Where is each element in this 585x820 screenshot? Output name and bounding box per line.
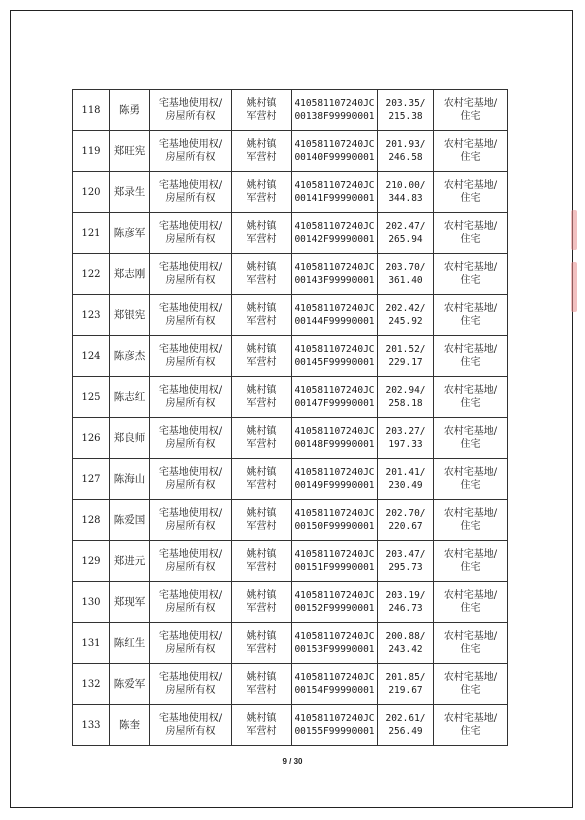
right-type-cell <box>150 418 232 459</box>
unit-code-cell-line: 410581107240JC <box>294 549 375 560</box>
land-use-cell <box>434 705 508 746</box>
unit-code-cell-line: 00138F99990001 <box>294 111 375 122</box>
land-use-cell <box>434 336 508 377</box>
unit-code-cell-line: 00141F99990001 <box>294 193 375 204</box>
right-type-cell <box>150 90 232 131</box>
right-type-cell-line: 房屋所有权 <box>165 521 216 532</box>
area-cell <box>378 90 434 131</box>
area-cell-line: 215.38 <box>388 111 423 122</box>
registration-table <box>72 89 508 746</box>
location-cell <box>232 295 292 336</box>
unit-code-cell-line: 410581107240JC <box>294 221 375 232</box>
unit-code-cell-line: 00149F99990001 <box>294 480 375 491</box>
land-use-cell-line: 住宅 <box>460 521 481 532</box>
location-cell <box>232 623 292 664</box>
location-cell-line: 姚村镇 <box>246 98 277 109</box>
row-number-cell: 126 <box>73 418 110 459</box>
right-type-cell-line: 宅基地使用权/ <box>158 631 223 642</box>
unit-code-cell-line: 410581107240JC <box>294 590 375 601</box>
location-cell-line: 姚村镇 <box>246 262 277 273</box>
table-row <box>73 336 508 377</box>
right-type-cell-line: 宅基地使用权/ <box>158 508 223 519</box>
area-cell-line: 243.42 <box>388 644 423 655</box>
location-cell <box>232 705 292 746</box>
location-cell-line: 军营村 <box>246 603 277 614</box>
land-use-cell-line: 住宅 <box>460 603 481 614</box>
owner-name-cell: 陈勇 <box>110 90 150 131</box>
location-cell-line: 军营村 <box>246 234 277 245</box>
location-cell-line: 姚村镇 <box>246 713 277 724</box>
row-number-cell: 124 <box>73 336 110 377</box>
row-number-cell: 118 <box>73 90 110 131</box>
area-cell <box>378 377 434 418</box>
right-type-cell-line: 房屋所有权 <box>165 357 216 368</box>
table-row <box>73 705 508 746</box>
owner-name-cell: 郑现军 <box>110 582 150 623</box>
unit-code-cell-line: 00153F99990001 <box>294 644 375 655</box>
location-cell-line: 军营村 <box>246 726 277 737</box>
owner-name-cell: 陈海山 <box>110 459 150 500</box>
unit-code-cell <box>292 705 378 746</box>
unit-code-cell <box>292 541 378 582</box>
unit-code-cell-line: 00152F99990001 <box>294 603 375 614</box>
unit-code-cell <box>292 90 378 131</box>
unit-code-cell-line: 410581107240JC <box>294 98 375 109</box>
location-cell-line: 姚村镇 <box>246 385 277 396</box>
location-cell <box>232 541 292 582</box>
area-cell <box>378 623 434 664</box>
land-use-cell-line: 住宅 <box>460 357 481 368</box>
location-cell <box>232 500 292 541</box>
location-cell <box>232 90 292 131</box>
unit-code-cell-line: 00148F99990001 <box>294 439 375 450</box>
right-type-cell-line: 房屋所有权 <box>165 111 216 122</box>
location-cell-line: 军营村 <box>246 193 277 204</box>
row-number-cell: 132 <box>73 664 110 705</box>
land-use-cell-line: 农村宅基地/ <box>443 262 498 273</box>
land-use-cell-line: 住宅 <box>460 275 481 286</box>
location-cell-line: 姚村镇 <box>246 549 277 560</box>
land-use-cell <box>434 254 508 295</box>
red-seal-edge-mark <box>571 262 577 312</box>
row-number-cell: 120 <box>73 172 110 213</box>
area-cell-line: 230.49 <box>388 480 423 491</box>
area-cell-line: 200.88/ <box>385 631 426 642</box>
area-cell-line: 344.83 <box>388 193 423 204</box>
land-use-cell-line: 农村宅基地/ <box>443 713 498 724</box>
area-cell <box>378 541 434 582</box>
area-cell <box>378 418 434 459</box>
unit-code-cell <box>292 582 378 623</box>
area-cell <box>378 459 434 500</box>
land-use-cell-line: 农村宅基地/ <box>443 672 498 683</box>
land-use-cell-line: 住宅 <box>460 316 481 327</box>
area-cell-line: 246.58 <box>388 152 423 163</box>
unit-code-cell <box>292 459 378 500</box>
unit-code-cell <box>292 500 378 541</box>
right-type-cell-line: 宅基地使用权/ <box>158 303 223 314</box>
area-cell <box>378 582 434 623</box>
location-cell <box>232 377 292 418</box>
location-cell-line: 军营村 <box>246 152 277 163</box>
row-number-cell: 121 <box>73 213 110 254</box>
unit-code-cell <box>292 377 378 418</box>
table-row <box>73 90 508 131</box>
area-cell-line: 201.41/ <box>385 467 426 478</box>
area-cell-line: 229.17 <box>388 357 423 368</box>
owner-name-cell: 陈志红 <box>110 377 150 418</box>
unit-code-cell-line: 410581107240JC <box>294 385 375 396</box>
area-cell-line: 197.33 <box>388 439 423 450</box>
area-cell <box>378 172 434 213</box>
right-type-cell-line: 房屋所有权 <box>165 480 216 491</box>
unit-code-cell-line: 00144F99990001 <box>294 316 375 327</box>
location-cell-line: 姚村镇 <box>246 303 277 314</box>
area-cell-line: 361.40 <box>388 275 423 286</box>
right-type-cell <box>150 541 232 582</box>
row-number-cell: 131 <box>73 623 110 664</box>
unit-code-cell <box>292 623 378 664</box>
unit-code-cell-line: 410581107240JC <box>294 180 375 191</box>
red-seal-edge-mark <box>571 210 577 250</box>
row-number-cell: 127 <box>73 459 110 500</box>
unit-code-cell <box>292 418 378 459</box>
unit-code-cell <box>292 254 378 295</box>
right-type-cell-line: 房屋所有权 <box>165 603 216 614</box>
area-cell <box>378 664 434 705</box>
land-use-cell <box>434 459 508 500</box>
area-cell-line: 201.52/ <box>385 344 426 355</box>
land-use-cell-line: 农村宅基地/ <box>443 385 498 396</box>
location-cell <box>232 664 292 705</box>
unit-code-cell <box>292 131 378 172</box>
land-use-cell-line: 住宅 <box>460 726 481 737</box>
land-use-cell-line: 农村宅基地/ <box>443 631 498 642</box>
unit-code-cell-line: 410581107240JC <box>294 303 375 314</box>
row-number-cell: 130 <box>73 582 110 623</box>
right-type-cell-line: 宅基地使用权/ <box>158 549 223 560</box>
location-cell <box>232 254 292 295</box>
owner-name-cell: 郑银宪 <box>110 295 150 336</box>
right-type-cell <box>150 213 232 254</box>
table-row <box>73 254 508 295</box>
right-type-cell <box>150 582 232 623</box>
owner-name-cell: 陈红生 <box>110 623 150 664</box>
land-use-cell-line: 住宅 <box>460 480 481 491</box>
location-cell-line: 军营村 <box>246 275 277 286</box>
land-use-cell-line: 农村宅基地/ <box>443 221 498 232</box>
area-cell <box>378 295 434 336</box>
location-cell-line: 军营村 <box>246 439 277 450</box>
land-use-cell-line: 住宅 <box>460 439 481 450</box>
right-type-cell-line: 房屋所有权 <box>165 398 216 409</box>
area-cell-line: 203.47/ <box>385 549 426 560</box>
area-cell-line: 203.19/ <box>385 590 426 601</box>
land-use-cell-line: 住宅 <box>460 152 481 163</box>
right-type-cell-line: 房屋所有权 <box>165 316 216 327</box>
right-type-cell-line: 宅基地使用权/ <box>158 713 223 724</box>
right-type-cell-line: 房屋所有权 <box>165 275 216 286</box>
location-cell-line: 姚村镇 <box>246 221 277 232</box>
table-row <box>73 541 508 582</box>
location-cell <box>232 336 292 377</box>
unit-code-cell-line: 410581107240JC <box>294 508 375 519</box>
area-cell-line: 258.18 <box>388 398 423 409</box>
location-cell-line: 军营村 <box>246 685 277 696</box>
area-cell-line: 203.27/ <box>385 426 426 437</box>
location-cell-line: 姚村镇 <box>246 590 277 601</box>
area-cell-line: 295.73 <box>388 562 423 573</box>
unit-code-cell-line: 00142F99990001 <box>294 234 375 245</box>
table-row <box>73 172 508 213</box>
area-cell <box>378 336 434 377</box>
land-use-cell-line: 农村宅基地/ <box>443 139 498 150</box>
right-type-cell-line: 房屋所有权 <box>165 644 216 655</box>
land-use-cell <box>434 131 508 172</box>
area-cell-line: 203.70/ <box>385 262 426 273</box>
land-use-cell-line: 住宅 <box>460 398 481 409</box>
unit-code-cell <box>292 295 378 336</box>
unit-code-cell-line: 410581107240JC <box>294 426 375 437</box>
right-type-cell <box>150 131 232 172</box>
land-use-cell <box>434 418 508 459</box>
area-cell-line: 246.73 <box>388 603 423 614</box>
area-cell-line: 265.94 <box>388 234 423 245</box>
right-type-cell-line: 宅基地使用权/ <box>158 221 223 232</box>
area-cell-line: 210.00/ <box>385 180 426 191</box>
area-cell-line: 202.47/ <box>385 221 426 232</box>
location-cell-line: 姚村镇 <box>246 180 277 191</box>
right-type-cell-line: 宅基地使用权/ <box>158 672 223 683</box>
unit-code-cell-line: 00145F99990001 <box>294 357 375 368</box>
location-cell-line: 军营村 <box>246 111 277 122</box>
unit-code-cell-line: 410581107240JC <box>294 713 375 724</box>
location-cell-line: 姚村镇 <box>246 426 277 437</box>
owner-name-cell: 陈彦杰 <box>110 336 150 377</box>
land-use-cell-line: 农村宅基地/ <box>443 98 498 109</box>
right-type-cell <box>150 254 232 295</box>
area-cell-line: 220.67 <box>388 521 423 532</box>
right-type-cell-line: 房屋所有权 <box>165 439 216 450</box>
unit-code-cell-line: 410581107240JC <box>294 344 375 355</box>
location-cell-line: 姚村镇 <box>246 139 277 150</box>
owner-name-cell: 郑进元 <box>110 541 150 582</box>
land-use-cell <box>434 377 508 418</box>
right-type-cell <box>150 377 232 418</box>
right-type-cell-line: 宅基地使用权/ <box>158 426 223 437</box>
location-cell <box>232 172 292 213</box>
area-cell-line: 219.67 <box>388 685 423 696</box>
owner-name-cell: 陈爱军 <box>110 664 150 705</box>
land-use-cell <box>434 90 508 131</box>
land-use-cell-line: 住宅 <box>460 685 481 696</box>
area-cell-line: 202.61/ <box>385 713 426 724</box>
land-use-cell-line: 农村宅基地/ <box>443 344 498 355</box>
land-use-cell <box>434 172 508 213</box>
location-cell-line: 军营村 <box>246 357 277 368</box>
unit-code-cell-line: 410581107240JC <box>294 262 375 273</box>
unit-code-cell <box>292 172 378 213</box>
table-row <box>73 500 508 541</box>
right-type-cell <box>150 623 232 664</box>
area-cell-line: 202.70/ <box>385 508 426 519</box>
unit-code-cell-line: 00155F99990001 <box>294 726 375 737</box>
land-use-cell <box>434 500 508 541</box>
unit-code-cell-line: 00147F99990001 <box>294 398 375 409</box>
location-cell-line: 军营村 <box>246 644 277 655</box>
unit-code-cell-line: 410581107240JC <box>294 631 375 642</box>
owner-name-cell: 陈爱国 <box>110 500 150 541</box>
owner-name-cell: 陈彦军 <box>110 213 150 254</box>
row-number-cell: 119 <box>73 131 110 172</box>
right-type-cell <box>150 172 232 213</box>
right-type-cell-line: 宅基地使用权/ <box>158 98 223 109</box>
location-cell-line: 姚村镇 <box>246 467 277 478</box>
right-type-cell <box>150 705 232 746</box>
page-number: 9 / 30 <box>282 757 303 766</box>
table-row <box>73 459 508 500</box>
area-cell-line: 201.85/ <box>385 672 426 683</box>
right-type-cell-line: 宅基地使用权/ <box>158 262 223 273</box>
right-type-cell-line: 房屋所有权 <box>165 562 216 573</box>
right-type-cell <box>150 295 232 336</box>
unit-code-cell-line: 410581107240JC <box>294 467 375 478</box>
location-cell-line: 军营村 <box>246 480 277 491</box>
right-type-cell-line: 房屋所有权 <box>165 685 216 696</box>
row-number-cell: 129 <box>73 541 110 582</box>
area-cell <box>378 213 434 254</box>
area-cell-line: 202.94/ <box>385 385 426 396</box>
unit-code-cell-line: 00140F99990001 <box>294 152 375 163</box>
land-use-cell-line: 农村宅基地/ <box>443 467 498 478</box>
land-use-cell <box>434 582 508 623</box>
table-row <box>73 131 508 172</box>
land-use-cell-line: 住宅 <box>460 562 481 573</box>
right-type-cell-line: 宅基地使用权/ <box>158 385 223 396</box>
table-row <box>73 664 508 705</box>
land-use-cell-line: 住宅 <box>460 644 481 655</box>
owner-name-cell: 郑旺宪 <box>110 131 150 172</box>
right-type-cell-line: 房屋所有权 <box>165 193 216 204</box>
owner-name-cell: 郑录生 <box>110 172 150 213</box>
table-row <box>73 377 508 418</box>
location-cell-line: 军营村 <box>246 562 277 573</box>
row-number-cell: 123 <box>73 295 110 336</box>
location-cell-line: 军营村 <box>246 398 277 409</box>
area-cell-line: 245.92 <box>388 316 423 327</box>
area-cell-line: 203.35/ <box>385 98 426 109</box>
area-cell-line: 201.93/ <box>385 139 426 150</box>
area-cell-line: 256.49 <box>388 726 423 737</box>
area-cell <box>378 705 434 746</box>
land-use-cell <box>434 295 508 336</box>
area-cell-line: 202.42/ <box>385 303 426 314</box>
location-cell-line: 姚村镇 <box>246 672 277 683</box>
land-use-cell-line: 农村宅基地/ <box>443 508 498 519</box>
land-use-cell <box>434 541 508 582</box>
right-type-cell-line: 宅基地使用权/ <box>158 467 223 478</box>
land-use-cell <box>434 664 508 705</box>
table-row <box>73 418 508 459</box>
right-type-cell-line: 宅基地使用权/ <box>158 344 223 355</box>
unit-code-cell-line: 410581107240JC <box>294 672 375 683</box>
location-cell-line: 军营村 <box>246 521 277 532</box>
land-use-cell <box>434 213 508 254</box>
row-number-cell: 125 <box>73 377 110 418</box>
right-type-cell-line: 宅基地使用权/ <box>158 180 223 191</box>
unit-code-cell-line: 00154F99990001 <box>294 685 375 696</box>
area-cell <box>378 254 434 295</box>
row-number-cell: 133 <box>73 705 110 746</box>
location-cell <box>232 131 292 172</box>
land-use-cell-line: 住宅 <box>460 111 481 122</box>
location-cell <box>232 213 292 254</box>
land-use-cell-line: 农村宅基地/ <box>443 303 498 314</box>
right-type-cell-line: 房屋所有权 <box>165 152 216 163</box>
location-cell-line: 姚村镇 <box>246 508 277 519</box>
right-type-cell-line: 宅基地使用权/ <box>158 139 223 150</box>
location-cell <box>232 582 292 623</box>
location-cell-line: 姚村镇 <box>246 344 277 355</box>
location-cell <box>232 418 292 459</box>
table-row <box>73 623 508 664</box>
land-use-cell <box>434 623 508 664</box>
right-type-cell <box>150 500 232 541</box>
right-type-cell-line: 宅基地使用权/ <box>158 590 223 601</box>
land-use-cell-line: 住宅 <box>460 234 481 245</box>
land-use-cell-line: 农村宅基地/ <box>443 590 498 601</box>
right-type-cell <box>150 459 232 500</box>
right-type-cell <box>150 664 232 705</box>
unit-code-cell-line: 00143F99990001 <box>294 275 375 286</box>
table-row <box>73 582 508 623</box>
row-number-cell: 122 <box>73 254 110 295</box>
table-row <box>73 213 508 254</box>
right-type-cell-line: 房屋所有权 <box>165 726 216 737</box>
right-type-cell <box>150 336 232 377</box>
location-cell <box>232 459 292 500</box>
unit-code-cell-line: 00150F99990001 <box>294 521 375 532</box>
owner-name-cell: 陈奎 <box>110 705 150 746</box>
unit-code-cell <box>292 336 378 377</box>
right-type-cell-line: 房屋所有权 <box>165 234 216 245</box>
unit-code-cell-line: 00151F99990001 <box>294 562 375 573</box>
table-row <box>73 295 508 336</box>
unit-code-cell-line: 410581107240JC <box>294 139 375 150</box>
land-use-cell-line: 农村宅基地/ <box>443 180 498 191</box>
owner-name-cell: 郑志刚 <box>110 254 150 295</box>
location-cell-line: 姚村镇 <box>246 631 277 642</box>
table-body <box>73 90 508 746</box>
area-cell <box>378 500 434 541</box>
location-cell-line: 军营村 <box>246 316 277 327</box>
area-cell <box>378 131 434 172</box>
row-number-cell: 128 <box>73 500 110 541</box>
unit-code-cell <box>292 664 378 705</box>
land-use-cell-line: 农村宅基地/ <box>443 426 498 437</box>
unit-code-cell <box>292 213 378 254</box>
land-use-cell-line: 农村宅基地/ <box>443 549 498 560</box>
owner-name-cell: 郑良师 <box>110 418 150 459</box>
land-use-cell-line: 住宅 <box>460 193 481 204</box>
